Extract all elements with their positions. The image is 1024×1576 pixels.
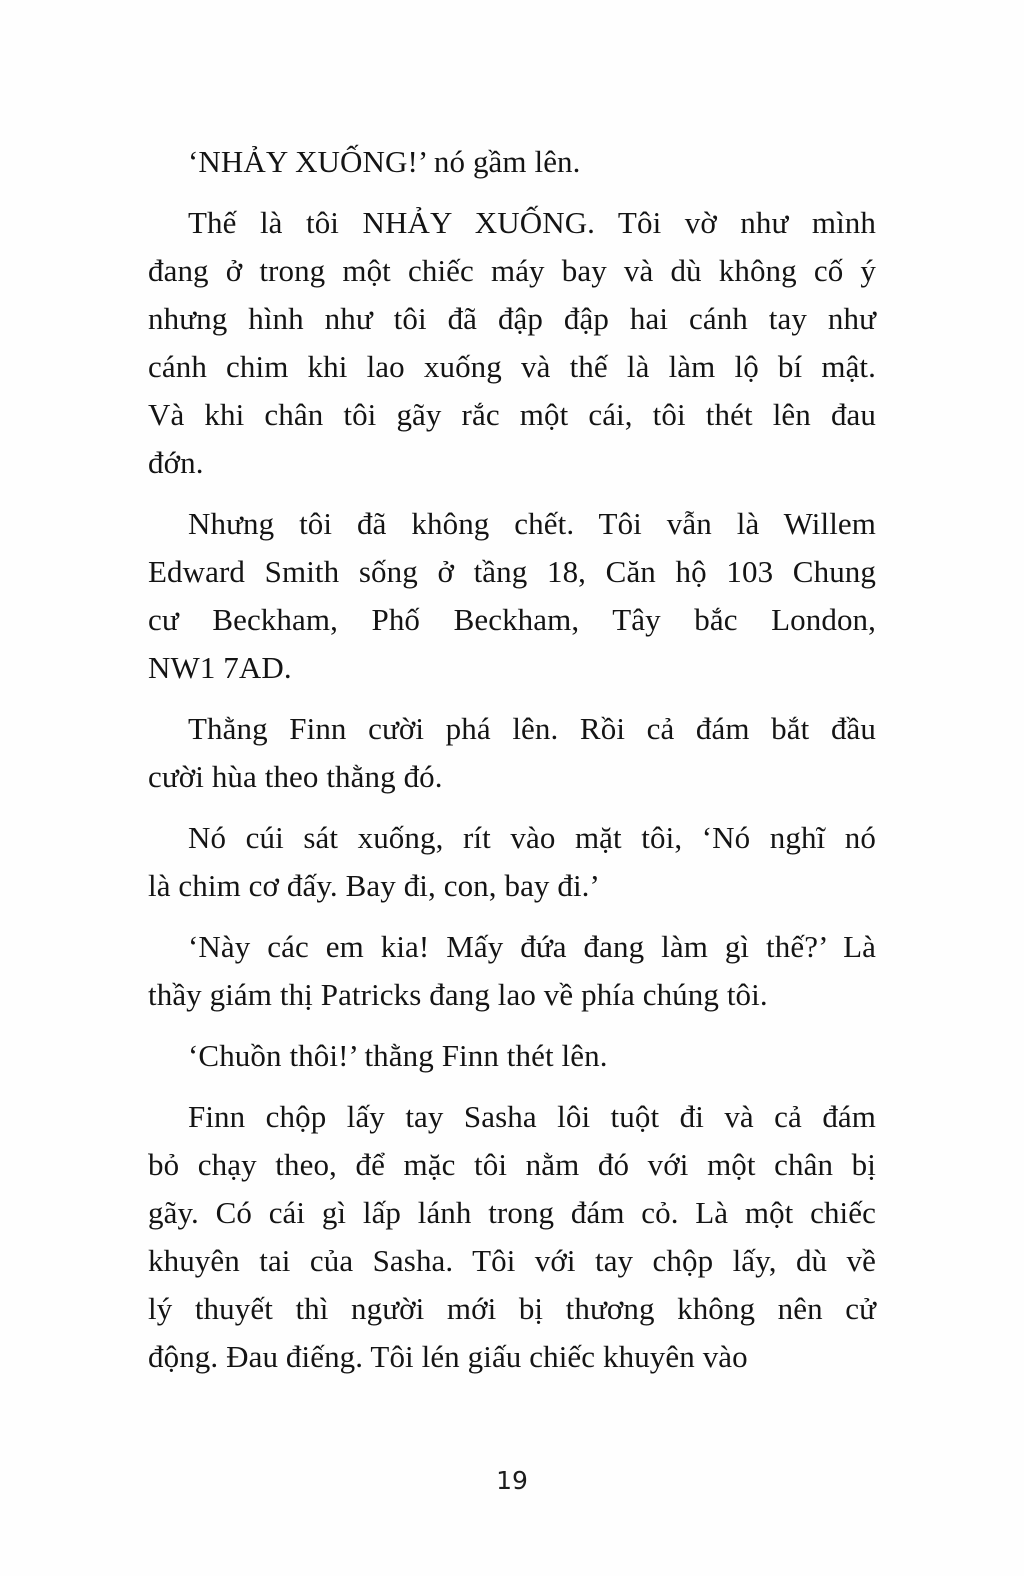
text-line: động. Đau điếng. Tôi lén giấu chiếc khuyên vào [148,1339,748,1374]
body-text [148,138,876,1381]
text-line: Edward Smith sống ở tầng 18, Căn hộ 103 Chung [148,554,876,589]
text-line: Finn chộp lấy tay Sasha lôi tuột đi và cả đám [188,1099,876,1134]
text-line: Thế là tôi NHẢY XUỐNG. Tôi vờ như mình [188,205,876,240]
text-line: lý thuyết thì người mới bị thương không nên cử [148,1291,876,1326]
text-line: cánh chim khi lao xuống và thế là làm lộ bí mật. [148,349,876,384]
text-line: Và khi chân tôi gãy rắc một cái, tôi thét lên đau [148,397,876,432]
text-line: đang ở trong một chiếc máy bay và dù không cố ý [148,253,876,288]
paragraph [148,1032,876,1080]
page-number: 19 [496,1466,528,1495]
paragraph [148,814,876,910]
text-line: Thằng Finn cười phá lên. Rồi cả đám bắt đầu [188,711,876,746]
text-line: bỏ chạy theo, để mặc tôi nằm đó với một chân bị [148,1147,876,1182]
text-line: NW1 7AD. [148,650,292,685]
text-line: cười hùa theo thằng đó. [148,759,443,794]
text-line: Nó cúi sát xuống, rít vào mặt tôi, ‘Nó nghĩ nó [188,820,876,855]
text-line: khuyên tai của Sasha. Tôi với tay chộp lấy, dù về [148,1243,876,1278]
text-line: ‘Chuồn thôi!’ thằng Finn thét lên. [188,1038,608,1073]
paragraph [148,923,876,1019]
text-line: gãy. Có cái gì lấp lánh trong đám cỏ. Là một chiếc [148,1195,876,1230]
paragraph [148,1093,876,1381]
paragraph [148,500,876,692]
paragraph [148,199,876,487]
paragraph [148,138,876,186]
text-line: đớn. [148,445,204,480]
text-line: ‘NHẢY XUỐNG!’ nó gầm lên. [188,144,581,179]
text-line: Nhưng tôi đã không chết. Tôi vẫn là Willem [188,506,876,541]
text-line: ‘Này các em kia! Mấy đứa đang làm gì thế?’ Là [188,929,876,964]
text-line: thầy giám thị Patricks đang lao về phía chúng tôi. [148,977,768,1012]
paragraph [148,705,876,801]
text-line: cư Beckham, Phố Beckham, Tây bắc London, [148,602,876,637]
text-line: nhưng hình như tôi đã đập đập hai cánh tay như [148,301,876,336]
text-line: là chim cơ đấy. Bay đi, con, bay đi.’ [148,868,600,903]
